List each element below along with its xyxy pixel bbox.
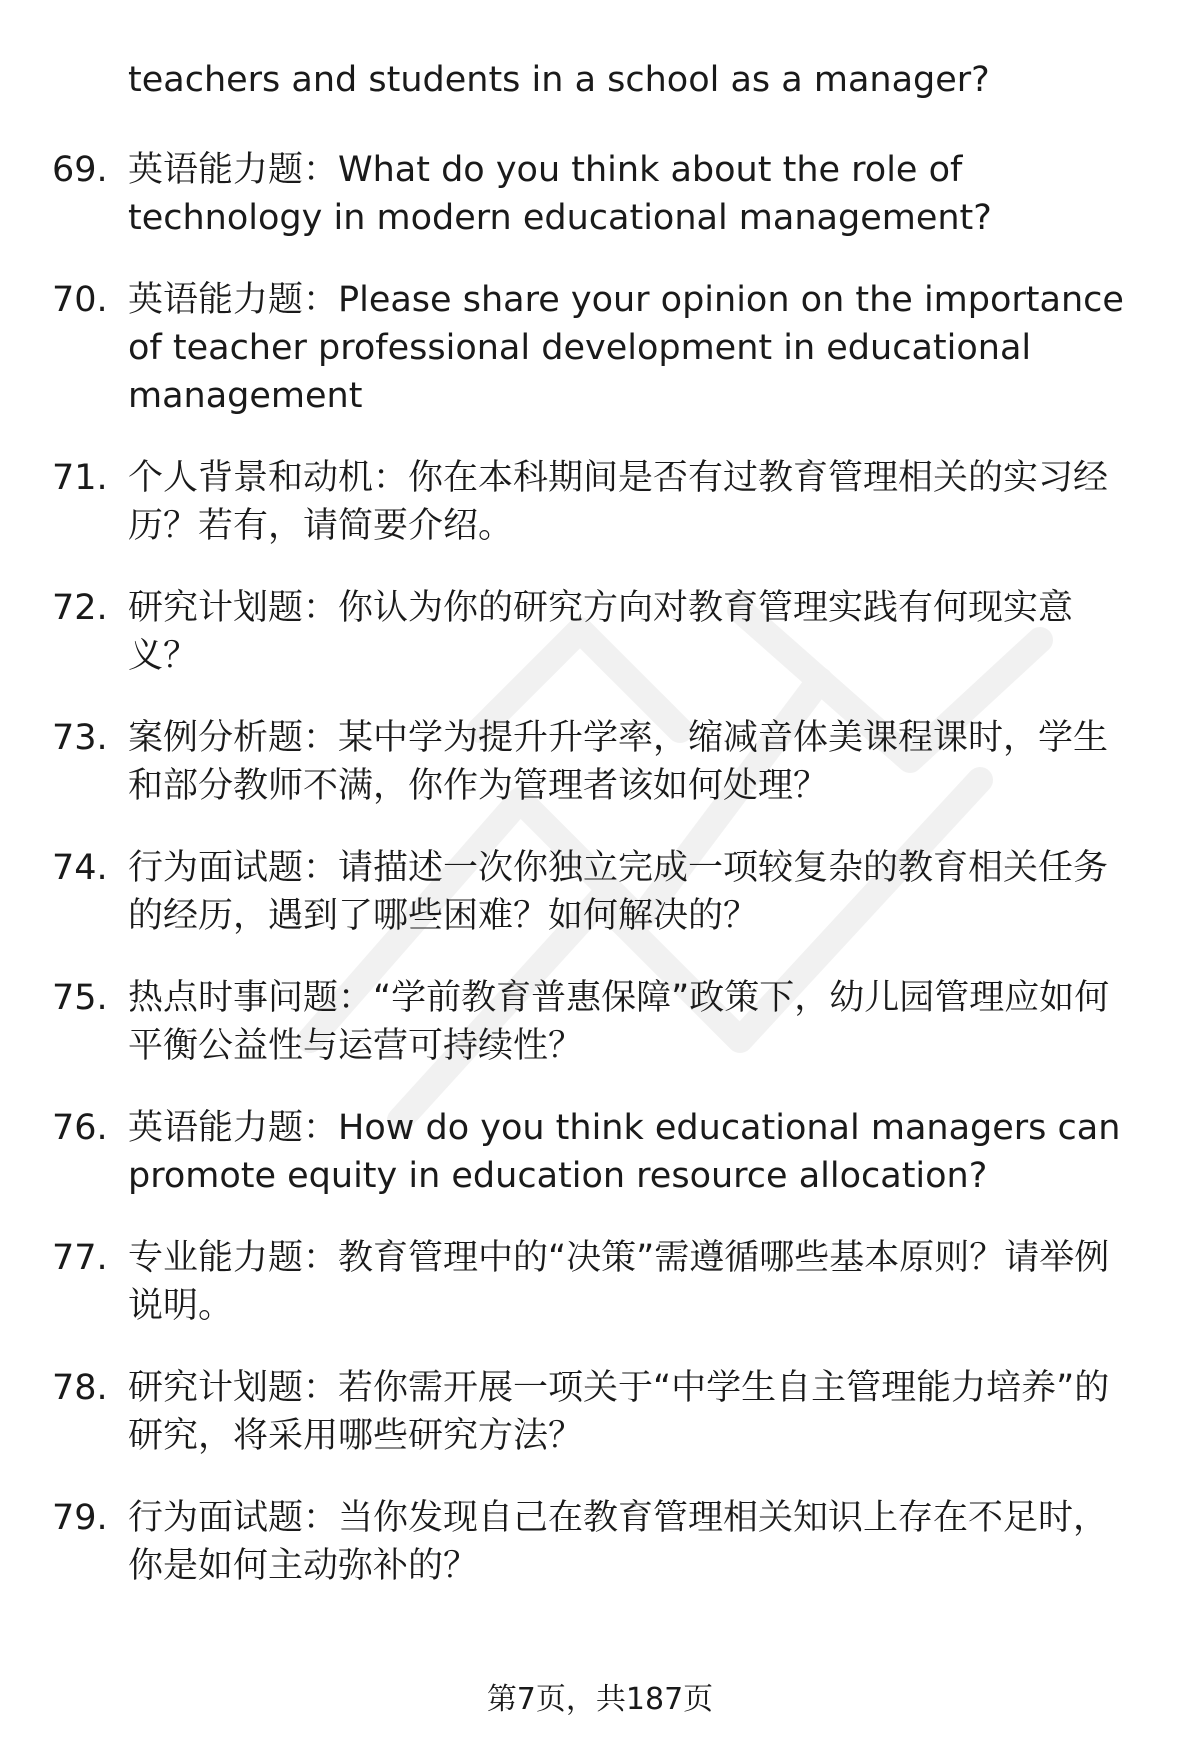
list-item (0, 454, 1200, 550)
question-text: 英语能力题：What do you think about the role of technology in modern educational management? (128, 150, 992, 238)
question-text: 行为面试题：当你发现自己在教育管理相关知识上存在不足时，你是如何主动弥补的？ (128, 1498, 1109, 1586)
question-number: 74. (52, 848, 108, 888)
question-number: 72. (52, 588, 108, 628)
list-item (0, 1364, 1200, 1460)
list-item (0, 146, 1200, 242)
list-item (0, 584, 1200, 680)
list-item (0, 714, 1200, 810)
continued-question-text: teachers and students in a school as a manager? (128, 60, 990, 100)
page-footer: 第7页，共187页 (486, 1682, 714, 1717)
question-text: 英语能力题：Please share your opinion on the importance of teacher professional development in educational management (128, 280, 1124, 416)
question-text: 案例分析题：某中学为提升升学率，缩减音体美课程课时，学生和部分教师不满，你作为管理者该如何处理？ (128, 718, 1109, 806)
question-text: 研究计划题：若你需开展一项关于“中学生自主管理能力培养”的研究，将采用哪些研究方法？ (128, 1368, 1110, 1456)
list-item (0, 1104, 1200, 1200)
question-text: 行为面试题：请描述一次你独立完成一项较复杂的教育相关任务的经历，遇到了哪些困难？如何解决的？ (128, 848, 1109, 936)
question-text: 英语能力题：How do you think educational managers can promote equity in education resource allocation? (128, 1108, 1121, 1196)
question-number: 69. (52, 150, 108, 190)
question-text: 专业能力题：教育管理中的“决策”需遵循哪些基本原则？请举例说明。 (128, 1238, 1110, 1326)
question-number: 71. (52, 458, 108, 498)
list-item (0, 1234, 1200, 1330)
list-item (0, 1494, 1200, 1590)
list-item (0, 974, 1200, 1070)
question-list (0, 146, 1200, 1624)
question-number: 78. (52, 1368, 108, 1408)
question-number: 79. (52, 1498, 108, 1538)
question-text: 热点时事问题：“学前教育普惠保障”政策下，幼儿园管理应如何平衡公益性与运营可持续性？ (128, 978, 1110, 1066)
question-text: 个人背景和动机：你在本科期间是否有过教育管理相关的实习经历？若有，请简要介绍。 (128, 458, 1109, 546)
question-number: 77. (52, 1238, 108, 1278)
question-text: 研究计划题：你认为你的研究方向对教育管理实践有何现实意义？ (128, 588, 1074, 676)
question-number: 75. (52, 978, 108, 1018)
list-item (0, 276, 1200, 420)
question-number: 73. (52, 718, 108, 758)
question-number: 70. (52, 280, 108, 320)
list-item (0, 844, 1200, 940)
question-number: 76. (52, 1108, 108, 1148)
